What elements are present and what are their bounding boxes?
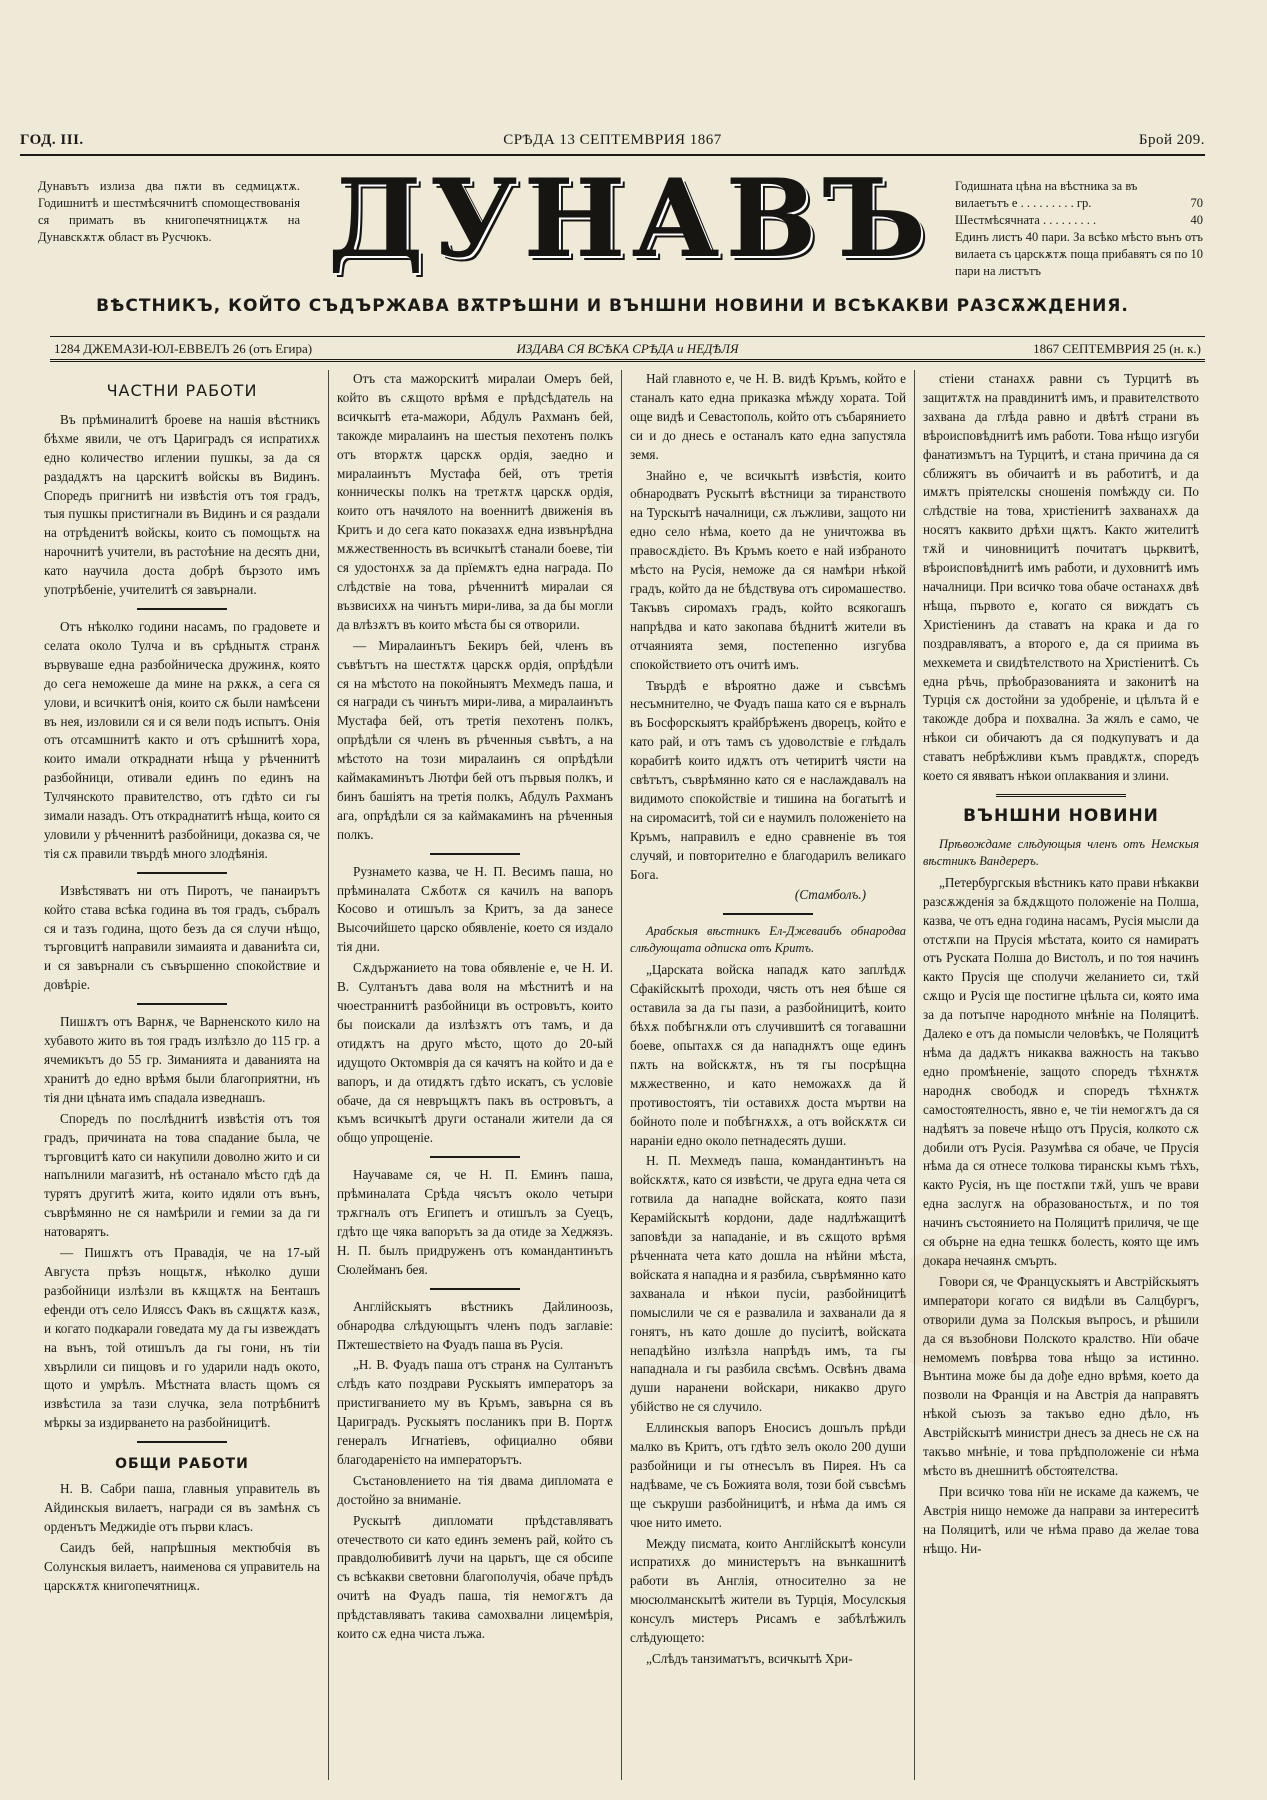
article-paragraph: Еллинскыя вапоръ Еносисъ дошълъ прѣди малко въ Критъ, отъ гдѣто зелъ около 200 души разбойници и гы отнесълъ въ Пирея. Нъ са надѣваме, че съ Божията воля, този бой съвсѣмъ ще съкруши разбойницитѣ, и нѣма да имъ ся чюе нито името.: [630, 1420, 906, 1530]
article-paragraph: Въ прѣминалитѣ броеве на нашія вѣстникъ бѣхме явили, че отъ Цариградъ ся испратихѫ едно количество иглении пушкы, за да ся раздадѫтъ на царскитѣ войскы въ Видинъ. Споредъ пригнитѣ ни извѣстія отъ тоя градъ, тыя пушкы пристигнали въ Видинъ и ся раздали на отрѣденитѣ войскы, които съ помощьтѫ на нарочнитѣ учители, въ растоѣние на десять дни, като научила доста добрѣ бързото имъ употрѣбеніе, учителитѣ ся завърнали.: [44, 411, 320, 598]
price-label: вилаетътъ е . . . . . . . . . гр.: [955, 196, 1092, 210]
article-paragraph: Отъ нѣколко години насамъ, по градовете и селата около Тулча и въ срѣднытѫ странѫ вървуваше една разбойническа дружинѫ, която до сега неможеше да мине на рѫкѫ, а сега ся улови, и всичкитѣ онія, които сѫ были намѣсени въ нея, изловили ся и ся вели подъ испытъ. Онія отъ отсамшнитѣ както и отъ срѣшнитѣ хора, които имали откраднати нѣща у рѣченнитѣ разбойници, отивали единъ по единъ на Тулчянското правителство, отъ гдѣто си гы зимали назадъ. Отъ откраднатитѣ нѣща, които ся уловили у рѣченнитѣ разбойници, доказва ся, че тія сѫ правили твърдѣ много злодѣянія.: [44, 618, 320, 861]
divider: [137, 1441, 227, 1443]
section-heading: ОБЩИ РАБОТИ: [115, 1456, 249, 1473]
article-paragraph: Най главното е, че Н. В. видѣ Кръмъ, който е станалъ като една приказка мѣжду хората. Той още видѣ и Севастополь, който отъ събарянието си и до днесь е останалъ като една запустяла земя.: [630, 371, 906, 462]
section-heading: ВЪНШНИ НОВИНИ: [963, 805, 1159, 826]
edition-line: [50, 336, 1205, 362]
masthead: [20, 156, 1205, 325]
article-paragraph: Твърдѣ е вѣроятно даже и съвсѣмъ несъмнително, че Фуадъ паша като ся е върналъ въ Босфорскыятъ крайбрѣженъ дворецъ, който е като рай, и отъ тамъ съ удоволствіе е глѣдалъ корабитѣ които идѫтъ отъ четиритѣ чясти на свѣтътъ, съврѣмянно като ся е наслаждавалъ на видимото спокойствіе и тишина на богатытѣ и на сиромаситѣ, той си е наумилъ положеніето на Кръмъ, направилъ е едно сравненіе въ тоя случяй, и повторително е благодарилъ великаго Бога.: [630, 677, 906, 882]
article-paragraph: Състановлението на тія двама дипломата е достойно за вниманіе.: [337, 1472, 613, 1507]
article-paragraph: Саидъ бей, напрѣшныя мектюбчія въ Солунскыя вилаетъ, наименова ся управитель на царскѫтѫ книгопечятницѫ.: [44, 1539, 320, 1593]
issue-number: Брой 209.: [1138, 132, 1205, 148]
newspaper-subtitle: ВѢСТНИКЪ, КОЙТО СЪДЪРЖАВА ВѪТРѢШНИ И ВЪНШНИ НОВИНИ И ВСѢКАКВИ РАЗСѪЖДЕНИЯ.: [96, 296, 1129, 316]
publication-note: Дунавътъ излиза два пѫти въ седмицѫтѫ. Годишнитѣ и шестмѣсячнитѣ спомоществованія ся приматъ въ книгопечятницѫтѫ на Дунавскѫтѫ област въ Русчюкъ.: [38, 179, 300, 244]
column-1: [36, 370, 329, 1780]
price-line: Годишната цѣна на вѣстника за въ: [955, 179, 1138, 193]
column-4: [915, 370, 1207, 1780]
dateline: [20, 128, 1205, 156]
divider: [723, 913, 813, 915]
divider: [430, 1288, 520, 1290]
article-paragraph: стіени станахѫ равни съ Турцитѣ въ защитѫтѫ на правдинитѣ имъ, и правителството захвана да глѣда равно и двѣтѣ страни въ вѣроисповѣднитѣ имъ работи. Това нѣщо изгуби фанатизмътъ на Турцитѣ, и стана причина да ся сближятъ въ обичаитѣ и въ работитѣ, и да имѫтъ прiятелскы сношенія помѣжду си. По слѣдствіе на това, христіенитѣ захванахѫ да носятъ каквито дрѣхи щѫтъ. Както жителитѣ тѫй и чиновницитѣ почитатъ цьрквитѣ, вѣроисповѣднитѣ имъ работи, и духовнитѣ имъ началници. При всичко това обаче останахѫ двѣ нѣща, първото е, когато ся виждатъ съ Христіенинъ да ставатъ на крака и да го поздравляватъ, а второго е, да ся приима въ мехкемета и свидѣтелството на Христіенитѣ. Съ една рѣчь, прѣобразованията и законитѣ на Турція сѫ достойни за удобреніе, и цѣлъта й е такожде добра и похвална. За жялъ е само, че нѣкои си обичаютъ да ся подкупуватъ и да ставатъ небрѣжливи къмъ правдѫтѫ, споредъ което ся явяватъ нѣкои оплаквания и злини.: [923, 371, 1199, 784]
article-columns: [36, 370, 1207, 1780]
issue-date: СРѢДА 13 СЕПТЕМВРИЯ 1867: [503, 132, 722, 148]
article-paragraph: „Петербургскыя вѣстникъ като прави нѣкакви разсѫжденія за бѫдѫщото положеніе на Полша, казва, че отъ една година насамъ, Русія мысли да отстѫпи на Прусія мѣстата, които ся намиратъ отъ Руската Полша до Вистолъ, и по тоя начинъ както Прусія ще сполучи желанието си, тѫй сѫщо и Русія ще постигне цѣльта си, която има за да потъпче народното мнѣніе на Поляцитѣ. Далеко е отъ да помысли человѣкъ, че Поляцитѣ нѣма да дадѫтъ никаква важность на такъво едно промѣненіе, защото споредъ тѣхнѫтѫ народнѫ свободѫ и споредъ тѣхнѫтѫ самостоятелность, явно е, че тіи немогѫтъ да ся надѣятъ за повече нѣщо отъ Прусія, колкото сѫ добили отъ Русія. Разумѣва ся обаче, че Прусія нѣма да ся отнесе толкова тиранскы къмъ тѣхъ, както Русія, нъ ще постѫпи тѫй, ушъ че врави една заслугѫ на образованостьтѫ, и по тоя начинъ състоянието на Поляцитѣ приличя, че ще ся обърне на една тешкѫ болесть, която ще имъ докара нечаянѫ смърть.: [923, 874, 1199, 1268]
article-intro: Прѣвождаме слѣдующыя членъ отъ Немскыя вѣстникъ Вандереръ.: [923, 836, 1199, 868]
column-2: [329, 370, 622, 1780]
article-source: (Стамболъ.): [794, 887, 866, 903]
article-paragraph: Научаваме ся, че Н. П. Еминъ паша, прѣминалата Срѣда чясътъ около четыри трѫгналъ отъ Египетъ и отишълъ за Суецъ, гдѣто ще чяка вапорътъ за да отиде за Хеджязъ. Н. П. былъ придруженъ отъ командантинътъ Сюлейманъ бея.: [337, 1167, 613, 1277]
article-paragraph: Сѫдържанието на това обявленіе е, че Н. И. В. Султанътъ дава воля на мѣстнитѣ и на чюестраннитѣ разбойници въ островътъ, които бы поискали да излѣзѫтъ отъ тамъ, и да отидѫтъ на друго мѣсто, щото до 20-ый идущото Октомврія да ся качятъ на който и да е вапоръ, и да отидѫтъ гдѣто искатъ, съ условіе обаче, да ся невръщѫтъ пакъ въ островътъ, а къмъ всичкытѣ други останали жители да ся общо упрощеніе.: [337, 960, 613, 1146]
article-paragraph: Отъ ста мажорскитѣ миралаи Омеръ бей, който въ сѫщото врѣмя е прѣдсѣдатель на всичкытѣ ета-мажори, Абдулъ Рахманъ бей, такожде миралаинъ на шестыя пехотенъ полкъ отъ вторѫтѫ царскѫ ордія, заедно и миралаинътъ Мустафа бей, отъ третія конническы полкъ на третѫтѫ царскѫ ордія, които отъ начялото на военнитѣ движенія въ Критъ и до сега като показахѫ една извънрѣдна мѫжественность въ всичкытѣ станали боеве, тіи ся удостонхѫ за да прїемѫтъ една награда. По слѣдствіе на това, рѣченнитѣ миралаи ся възвисихѫ на чинътъ мири-лива, за да бы могли да влѣзѫтъ въ които мѣста бы ся отворили.: [337, 371, 613, 632]
price-row-year: [955, 195, 1203, 212]
divider: [137, 872, 227, 874]
article-paragraph: Рускытѣ дипломати прѣдставляватъ отечеството си като единъ земенъ рай, който съ правдолюбивитѣ лучи на царьтъ, ще ся обсипе съ всѣкакви световни благополучія, обаче прѣдъ очитѣ на Фуадъ паша, тія немогѫтъ да прѣдставляватъ такива самохвални лицемѣрія, които сѫ една чиста лъжа.: [337, 1512, 613, 1642]
article-paragraph: Споредъ по послѣднитѣ извѣстія отъ тоя градъ, причината на това спадание была, че търговцитѣ като си накупили доволно жито и си напълнили магазитѣ, нѣ останало мѣсто гдѣ да турятъ другитѣ жита, които идяли отъ вънъ, съврѣмянно не ся намѣрили и гемии за да ги натоварятъ.: [44, 1110, 320, 1240]
edition-schedule: ИЗДАВА СЯ ВСѢКА СРѢДА и НЕДѢЛЯ: [516, 341, 739, 356]
article-paragraph: — Пишѫтъ отъ Правадія, че на 17-ый Августа прѣзъ нощьтѫ, нѣколко души разбойници излѣзли въ кѫщѫтѫ на Бенташъ ефенди отъ село Иляссъ Факъ въ сѫщѫтѫ казѫ, и когато подкарали говедата му да гы извеждатъ на вънъ, той отишълъ да гы гони, нъ тіи хвърлили си пищовъ и го ударили надъ окото, щото и умрѣлъ. Мѣстната власть щомъ ся извѣстила за тази случка, зела потрѣбнитѣ мѣркы за издирването на разбойницитѣ.: [44, 1245, 320, 1431]
article-paragraph: Знайно е, че всичкытѣ извѣстія, които обнародватъ Рускытѣ вѣстници за тиранството на Турскытѣ началници, сѫ лъжливи, защото ни едно село нѣма, което да не уничтожва въ правосѫдієто. Въ Кръмъ което е най избраното мѣсто на Русія, неможе да ся намѣри нѣкой градъ, който да не бѣдствува отъ сиромашество. Такъвъ сиромахъ градъ, който всякогашъ напрѣдва и като закопава бѣднитѣ жители въ отчаянията земя, постепенно изгубва спокойствието отъ очитѣ имъ.: [630, 467, 906, 672]
price-note: [955, 178, 1203, 280]
article-paragraph: Н. П. Мехмедъ паша, командантинътъ на войскѫтѫ, като ся извѣсти, че друга една чета ся готвила да нападне войската, която пази Керамійскытѣ кордони, даде надлѣжащитѣ заповѣди за нападаніе, и въ сѫщото врѣмя рѣченната чета като дошла на нѣйни мѣста, войската я нападна и я разбила, съврѣмянно като захванала и нѣкои пусіи, разбойницитѣ помыслили че ся е развалила и захванали да я гонятъ, нъ като дошле до пусіитѣ, войската непадѣйно излѣзла напрѣдъ имъ, та гы нападнала и гы разбила свсѣмъ. Освѣнъ двама души наранени войскари, никакво друго убійство не ся случило.: [630, 1153, 906, 1415]
price-value: 70: [1190, 196, 1203, 210]
section-heading: ЧАСТНИ РАБОТИ: [106, 381, 258, 400]
price-label: Шестмѣсячната . . . . . . . . .: [955, 213, 1097, 227]
article-paragraph: „Царската войска нападѫ като заплѣдѫ Сфакійскытѣ проходи, чясть отъ нея бѣше ся оставила за да гы пази, а разбойницитѣ, които бѣхѫ побѣгнѫли отъ случившитѣ ся тогавашни боеве, опытахѫ ся да нападнѫтъ още единъ пѫть на войскѫтѫ, нъ тя гы посрѣщна мѫжественно, и като неможахѫ да й противостоятъ, тіи оставихѫ доста мъртви на бойното поле и побѣгнѫхѫ, а отъ войскѫтѫ си нараніи едно около петнадесять души.: [630, 962, 906, 1148]
volume-year: ГОД. III.: [20, 132, 84, 148]
divider: [137, 608, 227, 610]
divider: [430, 853, 520, 855]
article-paragraph: Извѣстяватъ ни отъ Пиротъ, че панаирътъ който става всѣка година въ тоя градъ, събралъ ся и тазъ година, щото безъ да ся случи нѣщо, търговцитѣ направили зимаията и даваниѣта си, и ся завърнали съ съвършенно спокойствие и довѣріе.: [44, 882, 320, 993]
price-value: 40: [1190, 213, 1203, 227]
article-paragraph: Англійскыятъ вѣстникъ Дайлиноозь, обнародва слѣдующытъ членъ подъ заглавіе: Пжтешествіето на Фуадъ паша въ Русія.: [337, 1298, 613, 1352]
price-row-half: [955, 212, 1203, 229]
article-paragraph: Пишѫтъ отъ Варнѫ, че Варненското кило на хубавото жито въ тоя градъ излѣзло до 115 гр. а ячемикътъ до 55 гр. Зиманията и даванията на хранитѣ до едно врѣмя были благоприятни, нъ тія дни цѣната имъ спадала изведнашъ.: [44, 1014, 320, 1105]
article-paragraph: Говори ся, че Францускыятъ и Австрійскыятъ императори когато ся видѣли въ Салцбургъ, отворили дума за Полскыя въпросъ, и рѣшили да ся възобнови Полското кралство. Нїи обаче немомемъ повѣрва това нѣщо за истинно. Вънтина може бы да дође едно врѣмя, което да позволи на Франція и на Австрія да направятъ нѣкой съюзъ за такъво едно дѣло, нъ Австрійскытѣ министри днесъ за днесь не сѫ на такъво мнѣніе, и това прѣдположеніе си нѣма мѣсто въ днешнитѣ обстоятелства.: [923, 1273, 1199, 1478]
article-intro: Арабскыя вѣстникъ Ел-Джеваибъ обнародва слѣдующата одписка отъ Критъ.: [630, 924, 906, 956]
divider: [137, 1003, 227, 1005]
article-paragraph: Между писмата, които Англійскытѣ консули испратихѫ до министерътъ на вънкашнитѣ работи въ Англія, относително за не мюсюлманскытѣ жители въ Турція, Мосулскыя консулъ мистеръ Рисамъ е забѣлѣжилъ слѣдующето:: [630, 1535, 906, 1646]
gregorian-date: 1867 СЕПТЕМВРИЯ 25 (н. к.): [1033, 341, 1201, 356]
column-3: [622, 370, 915, 1780]
divider: [996, 794, 1126, 797]
newspaper-title: ДУНАВЪ: [327, 156, 933, 282]
divider: [430, 1156, 520, 1158]
price-line: Единъ листъ 40 пари. За всѣко мѣсто вънъ отъ вилаета съ царскѫтѫ поща прибавятъ ся по 10 пари на листътъ: [955, 230, 1203, 278]
article-paragraph: Рузнамето казва, че Н. П. Весимъ паша, но прѣминалата Сѫботѫ ся качилъ на вапоръ Косово и отишълъ за Критъ, за да занесе Высочийшето царско обявленіе, което ся издало тія дни.: [337, 863, 613, 955]
article-paragraph: — Миралаинътъ Бекиръ бей, членъ въ съвѣтътъ на шестѫтѫ царскѫ ордія, опрѣдѣли ся на мѣстото на покойныятъ Мехмедъ паша, и ся награди съ чинътъ мири-лива, а миралаинътъ Мустафа бей, отъ третія пехотенъ полкъ, опрѣдѣли ся членъ въ рѣченныя съвѣтъ, а на мѣстото на този миралаинъ ся опрѣдѣли каймакаминътъ Лютфи бей отъ първыя полкъ, и бинъ башіятъ на третія полкъ, Абдулъ Рахманъ ага, опрѣдѣли ся за каймакаминъ на рѣченныя полкъ.: [337, 637, 613, 842]
article-paragraph: „Слѣдъ танзиматътъ, всичкытѣ Хри-: [646, 1651, 853, 1666]
hijri-date: 1284 ДЖЕМАЗИ-ЮЛ-ЕВВЕЛЪ 26 (отъ Егира): [54, 341, 313, 356]
article-paragraph: „Н. В. Фуадъ паша отъ странѫ на Султанътъ слѣдъ като поздрави Рускыятъ императоръ за пристигванието му въ Кръмъ, завърна ся въ Цариградъ. Рускыятъ посланикъ при В. Портѫ генералъ Игнатіевъ, официално обяви благодаренієто на императорътъ.: [337, 1357, 613, 1467]
article-paragraph: При всичко това нїи не искаме да кажемъ, че Австрія нищо неможе да направи за интереситѣ на Поляцитѣ, или че нѣма право да желае това нѣщо. Ни-: [923, 1483, 1199, 1556]
article-paragraph: Н. В. Сабри паша, главныя управитель въ Айдинскыя вилаетъ, награди ся въ замѣнѫ съ орденътъ Меджидіе отъ първи класъ.: [44, 1481, 320, 1534]
